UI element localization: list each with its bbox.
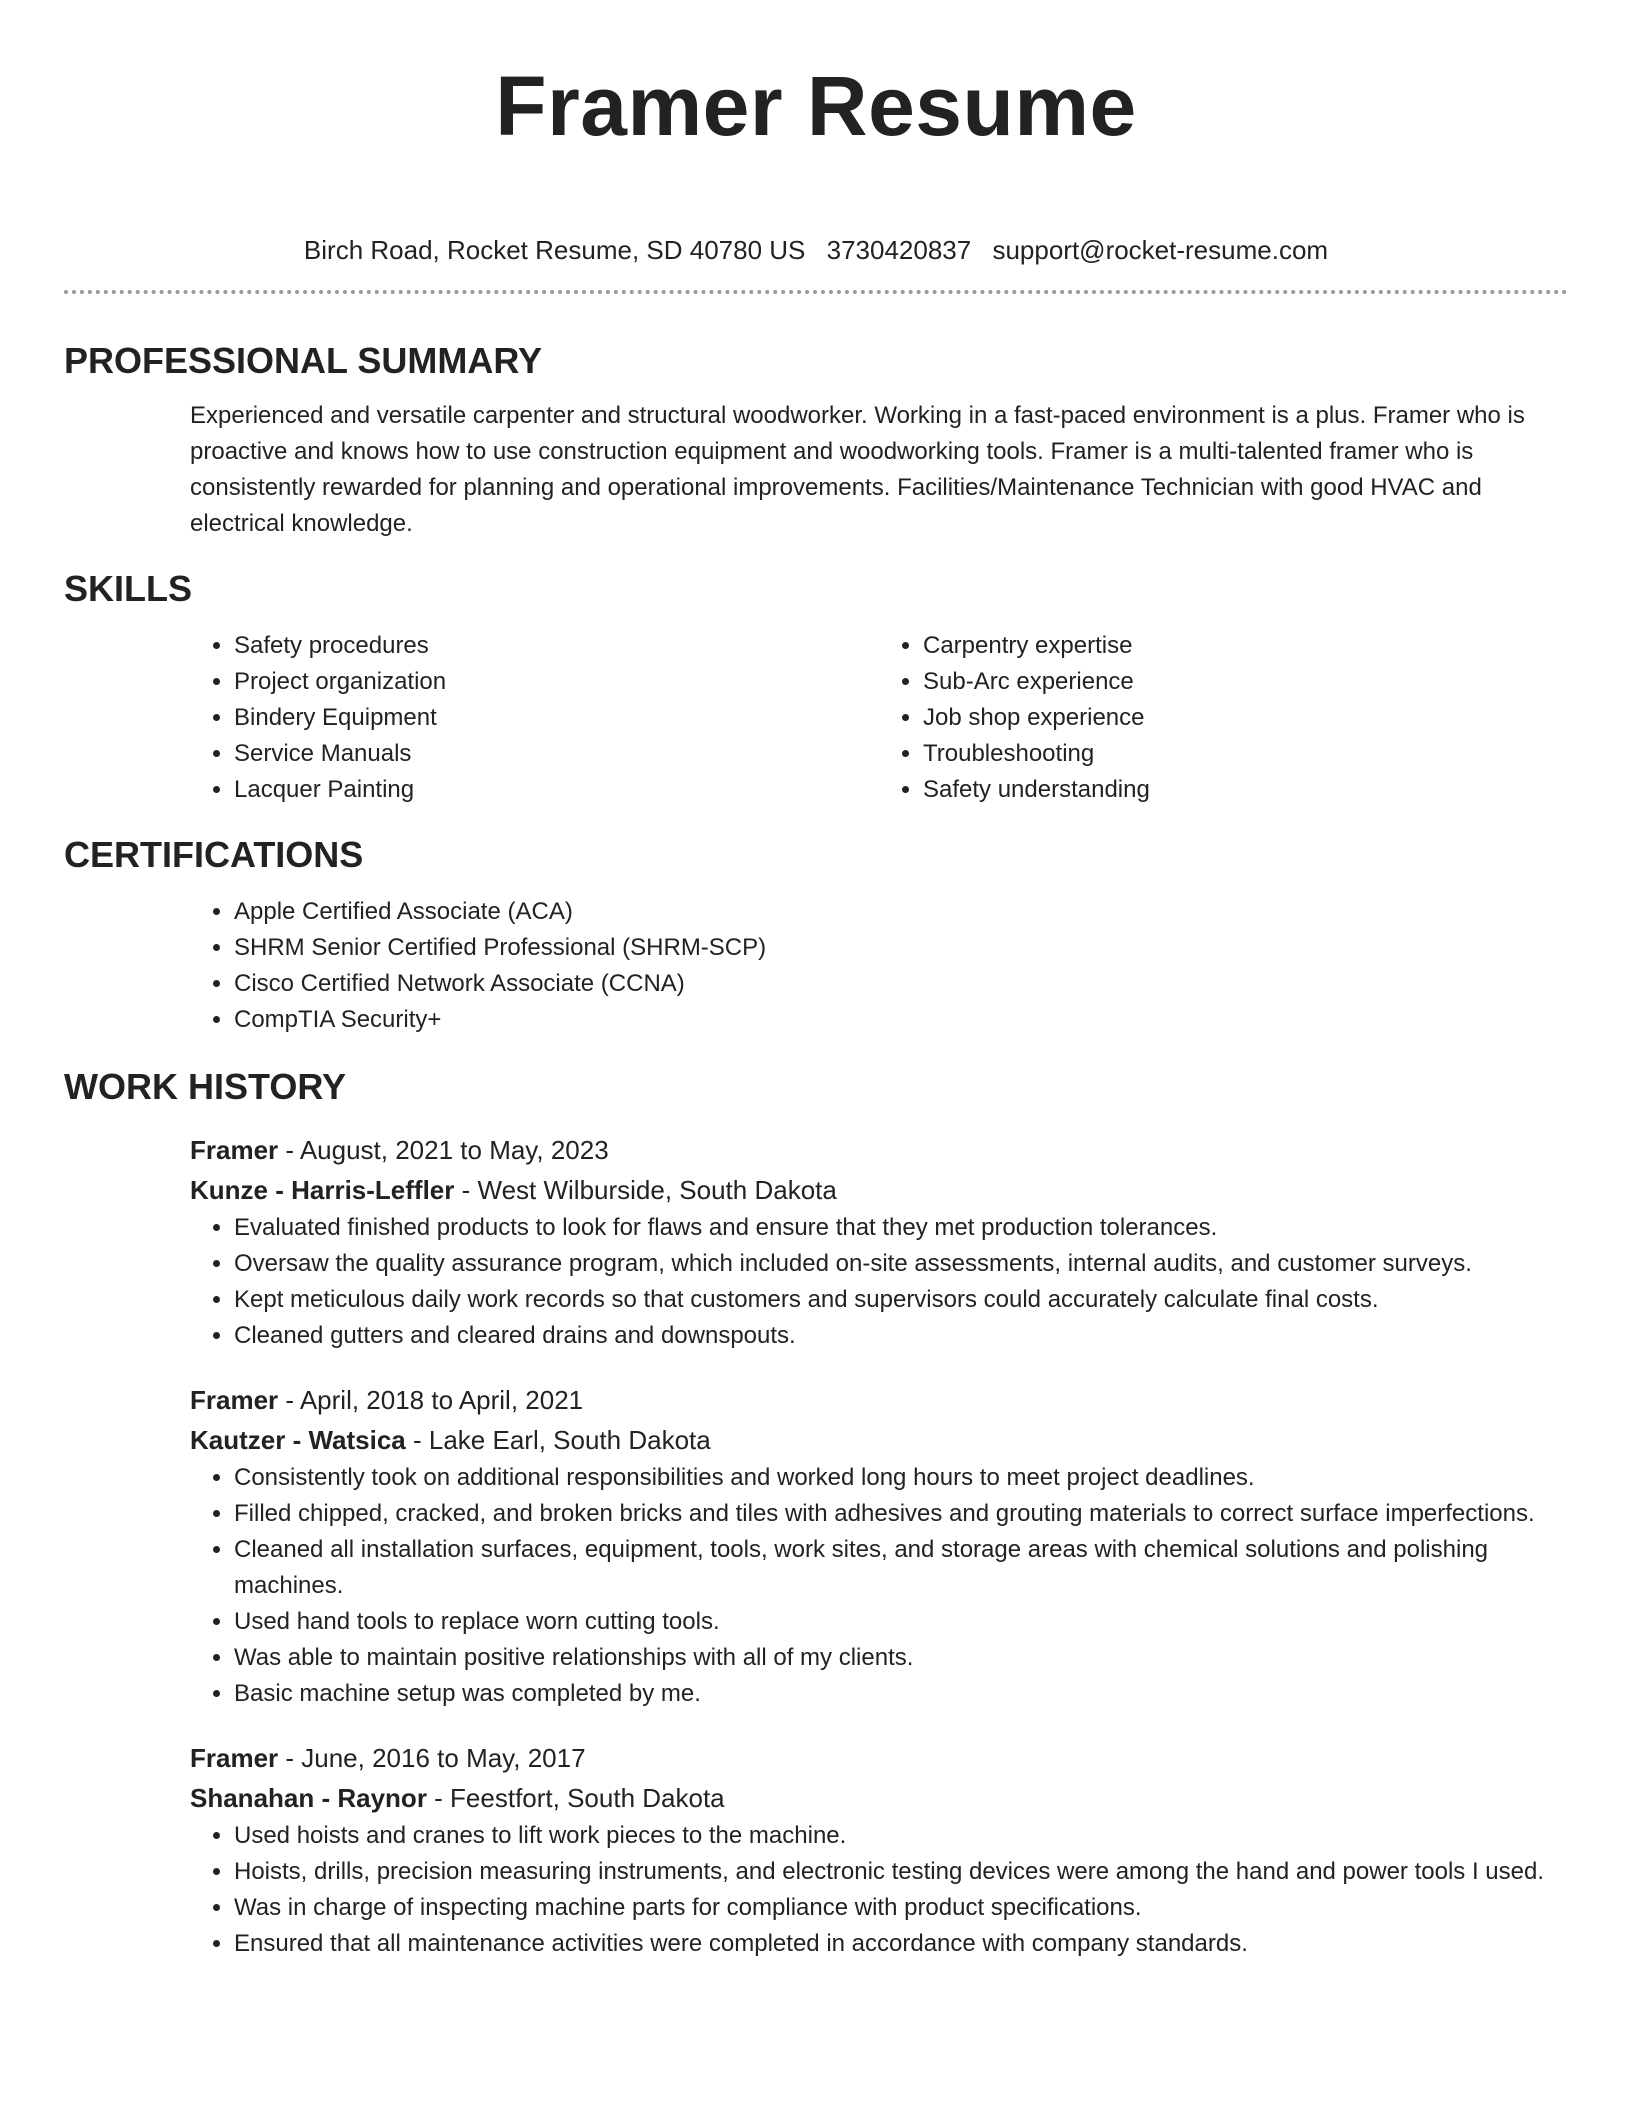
job-title-line: Framer - June, 2016 to May, 2017 (190, 1743, 586, 1773)
skill-item: • Sub-Arc experience (923, 664, 1568, 700)
job-duty: • Filled chipped, cracked, and broken bricks and tiles with adhesives and grouting materials to correct surface imperfections. (234, 1496, 1568, 1532)
skill-item: • Carpentry expertise (923, 628, 1568, 664)
contact-line (64, 234, 1568, 266)
contact-email: support@rocket-resume.com (992, 235, 1329, 265)
skill-item: • Service Manuals (234, 736, 879, 772)
job-duties-list (190, 1818, 1568, 1962)
job-dates: August, 2021 to May, 2023 (299, 1135, 609, 1165)
job-company: Shanahan - Raynor (190, 1783, 427, 1813)
job-company-line: Kunze - Harris-Leffler - West Wilburside, South Dakota (190, 1175, 837, 1205)
certification-item: • Apple Certified Associate (ACA) (234, 894, 1568, 930)
job-duty: • Used hoists and cranes to lift work pieces to the machine. (234, 1818, 1568, 1854)
certifications-heading: CERTIFICATIONS (64, 834, 364, 875)
skills-heading: SKILLS (64, 568, 193, 609)
certifications-list (190, 894, 1568, 1038)
work-history-heading: WORK HISTORY (64, 1066, 347, 1107)
summary-text: Experienced and versatile carpenter and structural woodworker. Working in a fast-paced environment is a plus. Framer who is proactive and knows how to use construction equipment and woodworking tools. Framer is a multi-talented framer who is consistently rewarded for planning and operational improvements. Facilities/Maintenance Technician with good HVAC and electrical knowledge. (190, 402, 1525, 537)
job-dates: April, 2018 to April, 2021 (299, 1385, 584, 1415)
job-duty: • Basic machine setup was completed by me. (234, 1676, 1568, 1712)
job-company-line: Kautzer - Watsica - Lake Earl, South Dakota (190, 1425, 711, 1455)
job-duty: • Kept meticulous daily work records so that customers and supervisors could accurately calculate final costs. (234, 1282, 1568, 1318)
job-duty: • Ensured that all maintenance activities were completed in accordance with company standards. (234, 1926, 1568, 1962)
summary-heading: PROFESSIONAL SUMMARY (64, 340, 543, 381)
job-entry (64, 1130, 1568, 1354)
job-duty: • Evaluated finished products to look for flaws and ensure that they met production tolerances. (234, 1210, 1568, 1246)
job-duty: • Was in charge of inspecting machine parts for compliance with product specifications. (234, 1890, 1568, 1926)
skill-item: • Safety procedures (234, 628, 879, 664)
job-company-line: Shanahan - Raynor - Feestfort, South Dakota (190, 1783, 725, 1813)
job-duty: • Was able to maintain positive relationships with all of my clients. (234, 1640, 1568, 1676)
skill-item: • Bindery Equipment (234, 700, 879, 736)
header-divider (64, 290, 1568, 294)
certifications-section (64, 894, 1568, 1038)
job-title-line: Framer - August, 2021 to May, 2023 (190, 1135, 609, 1165)
job-duty: • Cleaned gutters and cleared drains and downspouts. (234, 1318, 1568, 1354)
job-location: Lake Earl, South Dakota (428, 1425, 711, 1455)
job-location: Feestfort, South Dakota (450, 1783, 725, 1813)
skills-list-left (190, 628, 879, 808)
job-duty: • Consistently took on additional responsibilities and worked long hours to meet project deadlines. (234, 1460, 1568, 1496)
job-dates: June, 2016 to May, 2017 (301, 1743, 586, 1773)
job-role: Framer (190, 1385, 279, 1415)
job-duty: • Oversaw the quality assurance program, which included on-site assessments, internal audits, and customer surveys. (234, 1246, 1568, 1282)
summary-section (64, 398, 1568, 542)
job-duties-list (190, 1460, 1568, 1712)
job-entry (64, 1380, 1568, 1712)
job-role: Framer (190, 1135, 279, 1165)
job-duty: • Cleaned all installation surfaces, equipment, tools, work sites, and storage areas with chemical solutions and polishing machines. (234, 1532, 1568, 1604)
skill-item: • Troubleshooting (923, 736, 1568, 772)
contact-address: Birch Road, Rocket Resume, SD 40780 US (303, 235, 806, 265)
job-duty: • Used hand tools to replace worn cutting tools. (234, 1604, 1568, 1640)
skill-item: • Lacquer Painting (234, 772, 879, 808)
certification-item: • Cisco Certified Network Associate (CCNA) (234, 966, 1568, 1002)
skill-item: • Project organization (234, 664, 879, 700)
job-location: West Wilburside, South Dakota (477, 1175, 837, 1205)
job-role: Framer (190, 1743, 279, 1773)
contact-phone: 3730420837 (826, 235, 972, 265)
certification-item: • CompTIA Security+ (234, 1002, 1568, 1038)
job-duty: • Hoists, drills, precision measuring instruments, and electronic testing devices were among the hand and power tools I used. (234, 1854, 1568, 1890)
certification-item: • SHRM Senior Certified Professional (SHRM-SCP) (234, 930, 1568, 966)
skill-item: • Safety understanding (923, 772, 1568, 808)
skills-list-right (879, 628, 1568, 808)
job-company: Kautzer - Watsica (190, 1425, 406, 1455)
job-duties-list (190, 1210, 1568, 1354)
resume-title: Framer Resume (495, 59, 1137, 153)
job-entry (64, 1738, 1568, 1962)
skill-item: • Job shop experience (923, 700, 1568, 736)
job-title-line: Framer - April, 2018 to April, 2021 (190, 1385, 584, 1415)
skills-section (64, 628, 1568, 808)
job-company: Kunze - Harris-Leffler (190, 1175, 455, 1205)
